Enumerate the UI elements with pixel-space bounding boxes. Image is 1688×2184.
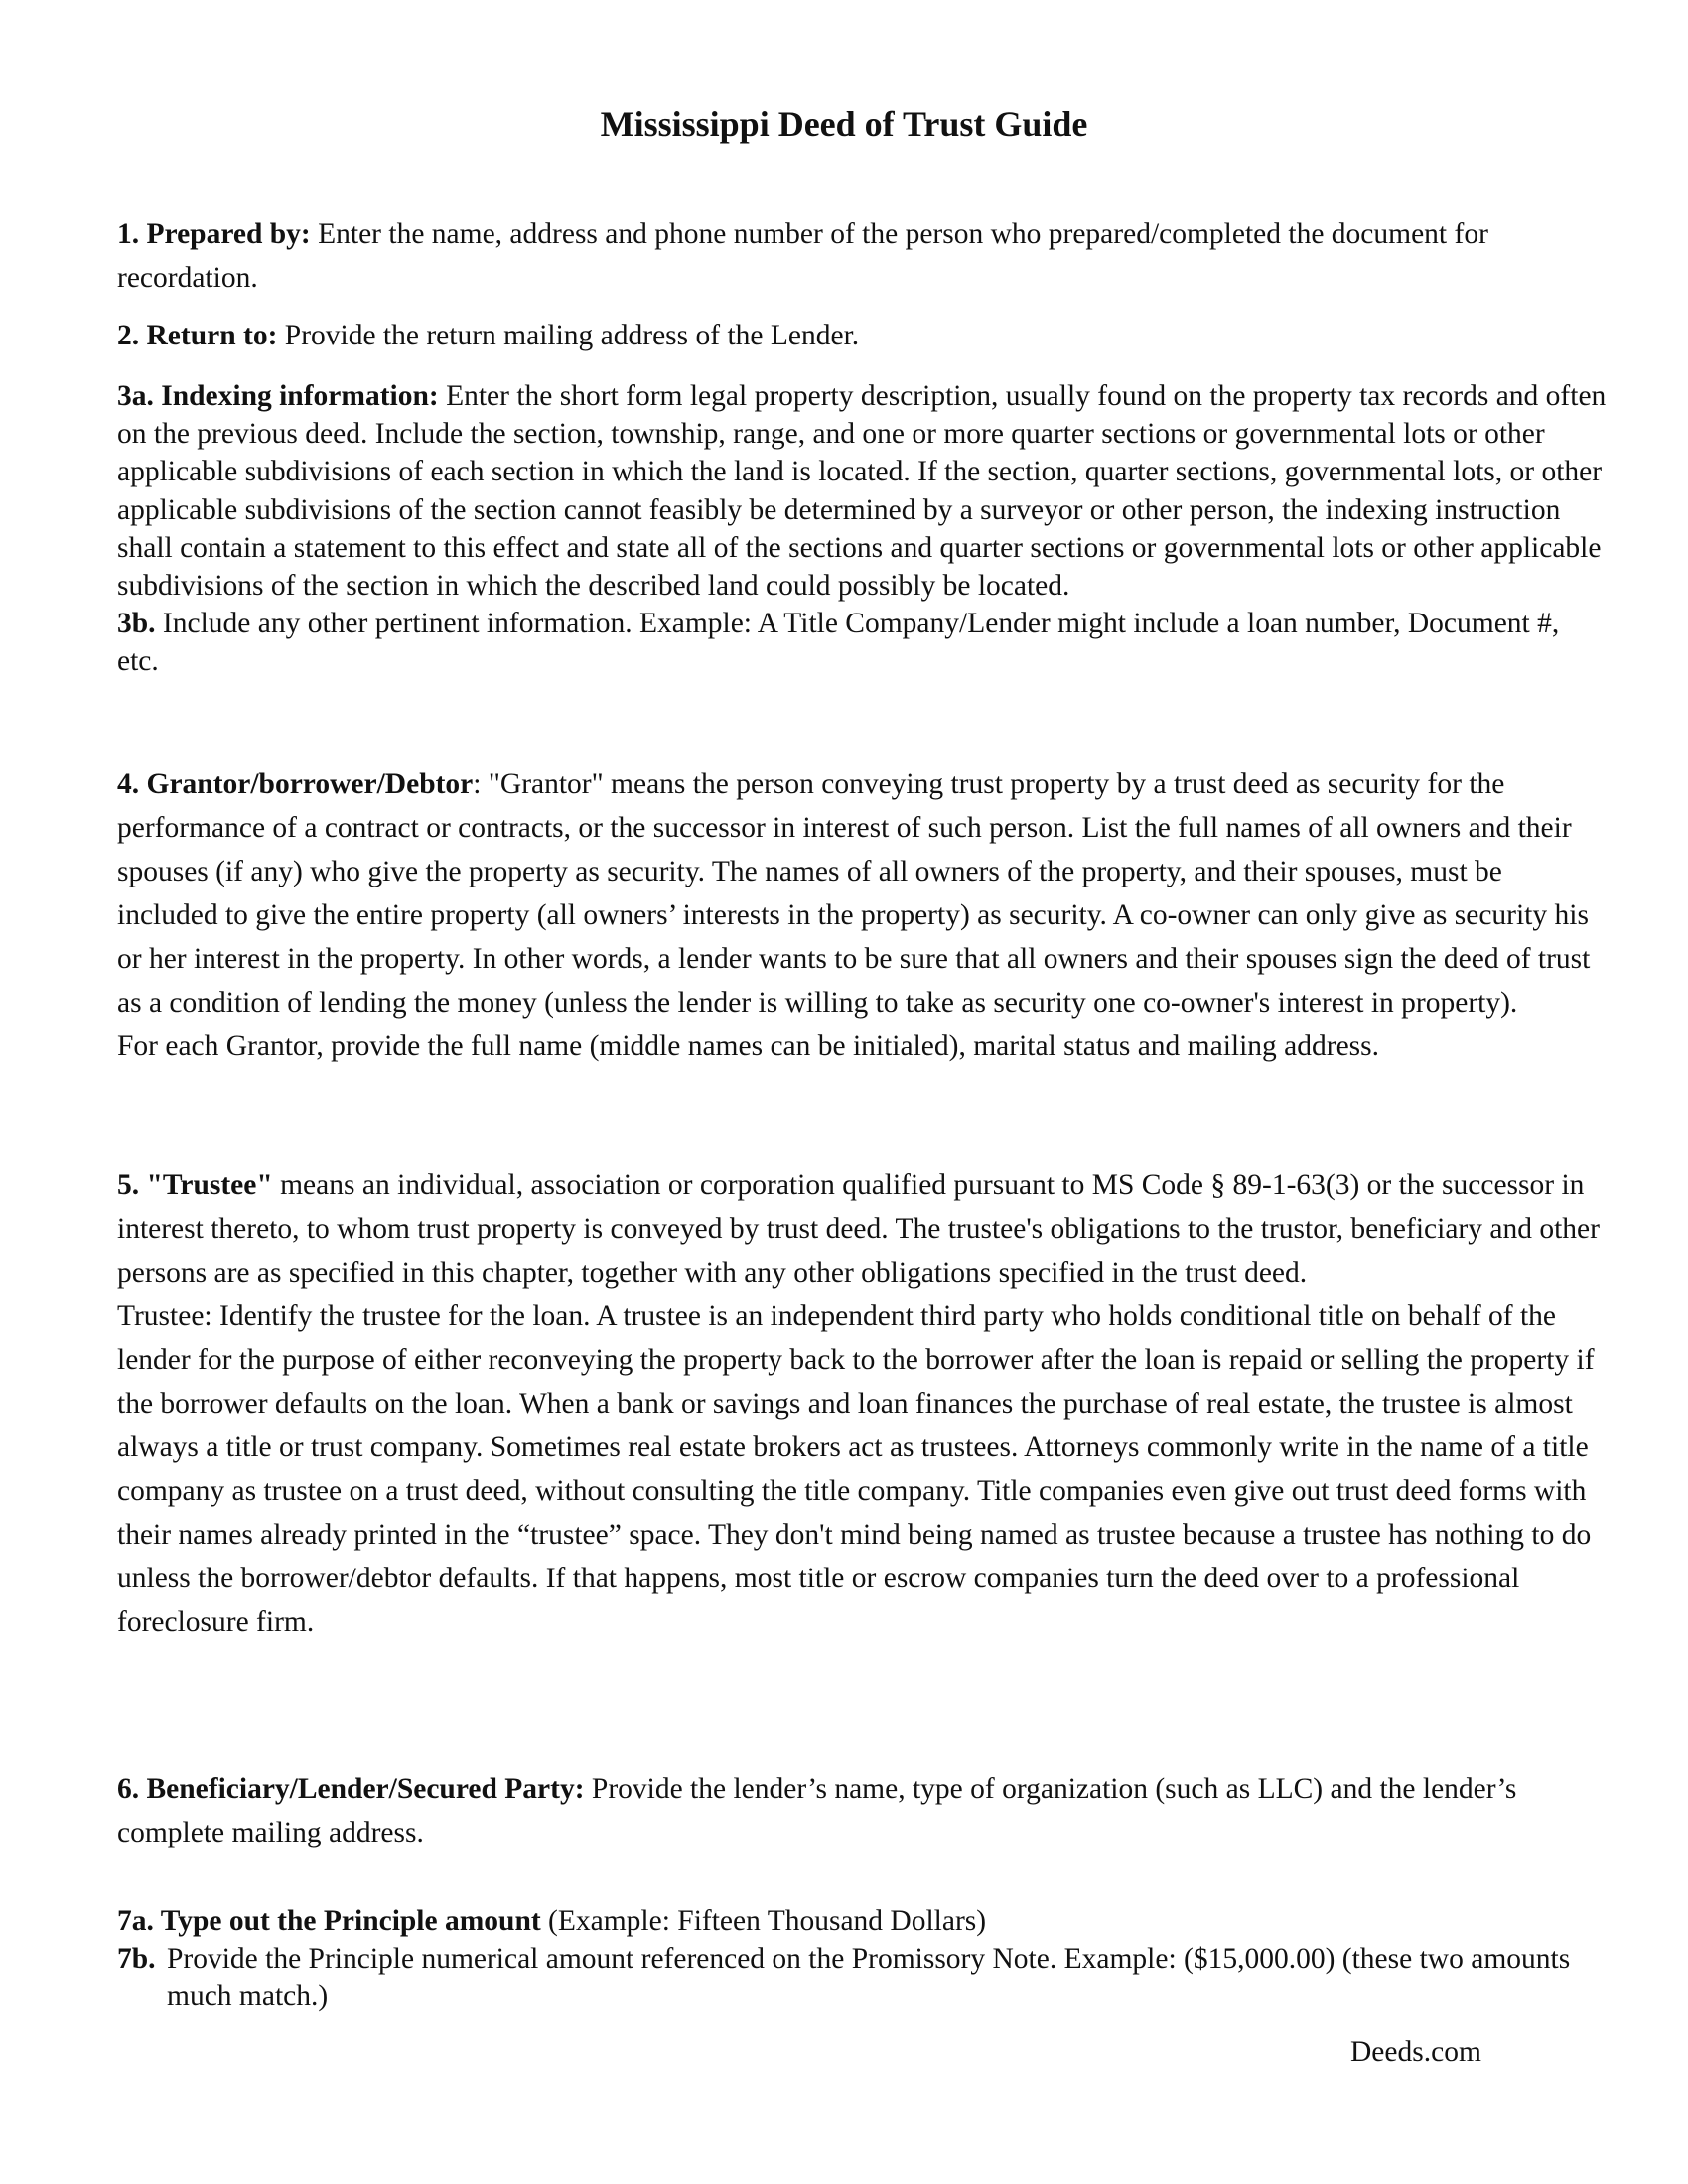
section-text: (Example: Fifteen Thousand Dollars) — [540, 1905, 987, 1937]
section-text: Include any other pertinent information. Example: A Title Company/Lender might include a loan number, Document #, etc. — [117, 608, 1560, 678]
section-indexing-information — [117, 377, 1607, 681]
section-label: 3b. — [117, 608, 156, 640]
section-text: Provide the Principle numerical amount referenced on the Promissory Note. Example: ($15,000.00) (these two amounts much match.) — [167, 1943, 1571, 2012]
section-return-to — [117, 314, 1607, 357]
section-label: 5. "Trustee" — [117, 1169, 273, 1201]
section-principle-amount-written — [117, 1902, 1607, 1940]
footer-brand: Deeds.com — [1350, 2036, 1481, 2068]
section-label: Indexing information: — [153, 380, 439, 412]
section-label: 4. Grantor/borrower/Debtor — [117, 768, 474, 800]
section-text: Enter the short form legal property description, usually found on the property tax records and often on the previous deed. Include the section, township, range, and one or more quarter sections or governmental lots or other applicable subdivisions of each section in which the land is located. If the section, quarter sections, governmental lots, or other applicable subdivisions of the section cannot feasibly be determined by a surveyor or other person, the indexing instruction shall contain a statement to this effect and state all of the sections and quarter sections or governmental lots or other applicable subdivisions of the section in which the described land could possibly be located. — [117, 380, 1607, 603]
section-text: Provide the lender’s name, type of organization (such as LLC) and the lender’s complete mailing address. — [117, 1773, 1517, 1848]
section-label: 6. Beneficiary/Lender/Secured Party: — [117, 1773, 585, 1805]
section-prepared-by — [117, 212, 1607, 300]
section-principle-amount-numeric — [117, 1940, 1607, 2015]
section-text: means an individual, association or corporation qualified pursuant to MS Code § 89-1-63(3) or the successor in interest thereto, to whom trust property is conveyed by trust deed. The trustee's obligations to the trustor, beneficiary and other persons are as specified in this chapter, together with any other obligations specified in the trust deed. — [117, 1169, 1600, 1289]
section-text-secondary: Trustee: Identify the trustee for the loan. A trustee is an independent third party who holds conditional title on behalf of the lender for the purpose of either reconveying the property back to the borrower after the loan is repaid or selling the property if the borrower defaults on the loan. When a bank or savings and loan finances the purchase of real estate, the trustee is almost always a title or trust company. Sometimes real estate brokers act as trustees. Attorneys commonly write in the name of a title company as trustee on a trust deed, without consulting the title company. Title companies even give out trust deed forms with their names already printed in the “trustee” space. They don't mind being named as trustee because a trustee has nothing to do unless the borrower/debtor defaults. If that happens, most title or escrow companies turn the deed over to a professional foreclosure firm. — [117, 1300, 1595, 1638]
section-number: 7b. — [117, 1943, 156, 1975]
section-text: : "Grantor" means the person conveying trust property by a trust deed as security for the performance of a contract or contracts, or the successor in interest of such person. List the full names of all owners and their spouses (if any) who give the property as security. The names of all owners of the property, and their spouses, must be included to give the entire property (all owners’ interests in the property) as security. A co-owner can only give as security his or her interest in the property. In other words, a lender wants to be sure that all owners and their spouses sign the deed of trust as a condition of lending the money (unless the lender is willing to take as security one co-owner's interest in property). — [117, 768, 1591, 1019]
section-beneficiary — [117, 1767, 1607, 1854]
page-title: Mississippi Deed of Trust Guide — [600, 104, 1088, 144]
section-label: 1. Prepared by: — [117, 218, 311, 250]
section-text: Enter the name, address and phone number of the person who prepared/completed the document for recordation. — [117, 218, 1488, 294]
section-label: 2. Return to: — [117, 320, 278, 351]
section-text: Provide the return mailing address of the Lender. — [277, 320, 860, 351]
section-label: 7a. Type out the Principle amount — [117, 1905, 541, 1937]
section-trustee — [117, 1163, 1607, 1644]
section-number: 3a. — [117, 380, 154, 412]
section-grantor — [117, 762, 1607, 1068]
section-text-secondary: For each Grantor, provide the full name (middle names can be initialed), marital status and mailing address. — [117, 1030, 1380, 1062]
